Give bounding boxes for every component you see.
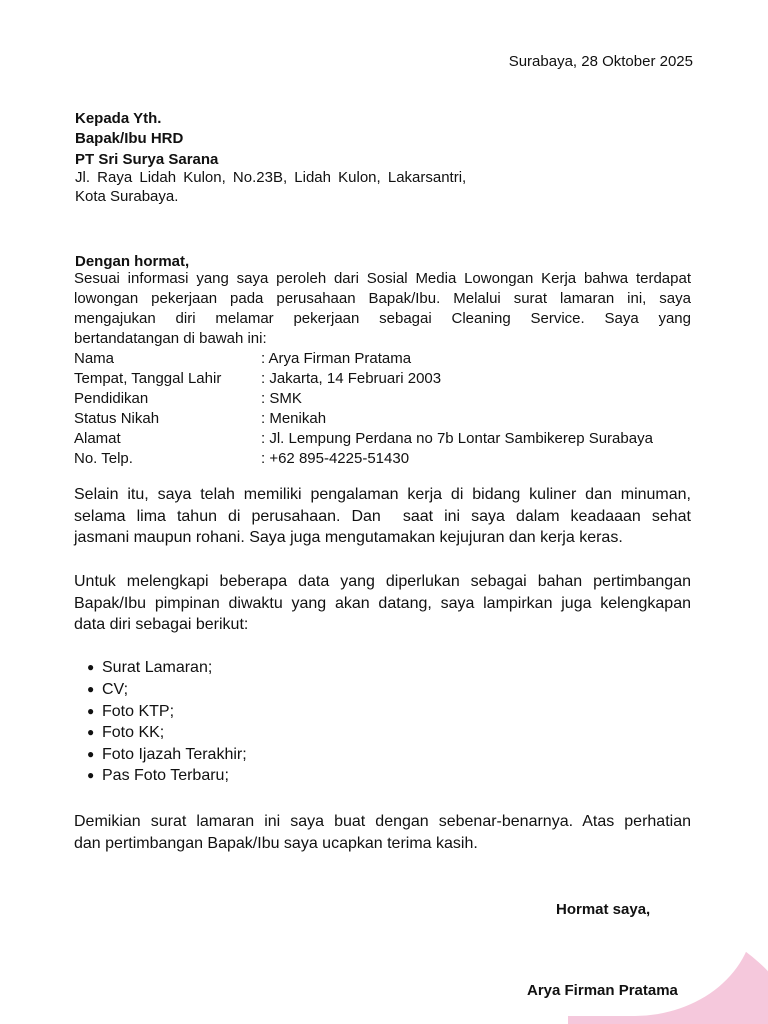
bullet-icon: ● xyxy=(87,725,95,739)
detail-label: Tempat, Tanggal Lahir xyxy=(74,370,222,387)
paragraph-line: data diri sebagai berikut: xyxy=(74,616,249,634)
experience-paragraph xyxy=(74,484,691,549)
list-item: ● Surat Lamaran; xyxy=(87,659,213,676)
detail-value: : +62 895-4225-51430 xyxy=(261,450,410,467)
intro-line: lowongan pekerjaan pada perusahaan Bapak/Ibu. Melalui surat lamaran ini, saya xyxy=(74,290,691,307)
detail-label: Alamat xyxy=(74,430,121,447)
list-item: ● Foto KTP; xyxy=(87,703,175,720)
detail-label: Status Nikah xyxy=(74,410,160,427)
detail-value: : SMK xyxy=(261,390,302,407)
detail-value: : Arya Firman Pratama xyxy=(261,350,412,367)
paragraph-line: Demikian surat lamaran ini saya buat dengan sebenar-benarnya. Atas perhatian xyxy=(74,813,691,830)
paragraph-line: jasmani maupun rohani. Saya juga mengutamakan kejujuran dan kerja keras. xyxy=(74,529,623,547)
signoff: Hormat saya, xyxy=(556,901,651,918)
intro-line: Sesuai informasi yang saya peroleh dari Sosial Media Lowongan Kerja bahwa terdapat xyxy=(74,270,691,287)
paragraph-line: selama lima tahun di perusahaan. Dan saat ini saya dalam keadaaan sehat xyxy=(74,507,691,525)
recipient-company: PT Sri Surya Sarana xyxy=(75,151,219,168)
intro-paragraph xyxy=(74,269,691,349)
closing-paragraph xyxy=(74,811,691,854)
recipient-address-2: Kota Surabaya. xyxy=(75,188,179,205)
signature-name: Arya Firman Pratama xyxy=(527,982,678,999)
bullet-icon: ● xyxy=(87,682,95,696)
paragraph-line: Bapak/Ibu pimpinan diwaktu yang akan datang, saya lampirkan juga kelengkapan xyxy=(74,594,691,612)
attachments-intro-paragraph xyxy=(74,571,691,636)
detail-label: Nama xyxy=(74,350,115,367)
list-item: ● Foto Ijazah Terakhir; xyxy=(87,746,247,763)
detail-label: Pendidikan xyxy=(74,390,149,407)
bullet-icon: ● xyxy=(87,768,95,782)
intro-line: bertandatangan di bawah ini: xyxy=(74,330,267,347)
bullet-icon: ● xyxy=(87,704,95,718)
recipient-line-2: Bapak/Ibu HRD xyxy=(75,130,184,147)
list-item: ● Pas Foto Terbaru; xyxy=(87,767,229,784)
bullet-icon: ● xyxy=(87,660,95,674)
recipient-line-1: Kepada Yth. xyxy=(75,110,162,127)
detail-label: No. Telp. xyxy=(74,450,133,467)
salutation: Dengan hormat, xyxy=(75,253,190,270)
decorative-corner-bottom-right xyxy=(568,904,768,1024)
list-item: ● Foto KK; xyxy=(87,724,165,741)
detail-value: : Menikah xyxy=(261,410,327,427)
detail-value: : Jl. Lempung Perdana no 7b Lontar Sambikerep Surabaya xyxy=(261,430,653,447)
paragraph-line: Untuk melengkapi beberapa data yang diperlukan sebagai bahan pertimbangan xyxy=(74,573,691,590)
intro-line: mengajukan diri melamar pekerjaan sebagai Cleaning Service. Saya yang xyxy=(74,310,691,327)
list-item: ● CV; xyxy=(87,681,129,698)
paragraph-line: Selain itu, saya telah memiliki pengalaman kerja di bidang kuliner dan minuman, xyxy=(74,486,691,503)
detail-value: : Jakarta, 14 Februari 2003 xyxy=(261,370,442,387)
letter-date: Surabaya, 28 Oktober 2025 xyxy=(508,53,693,70)
recipient-address-1: Jl. Raya Lidah Kulon, No.23B, Lidah Kulon, Lakarsantri, xyxy=(75,169,467,186)
bullet-icon: ● xyxy=(87,747,95,761)
paragraph-line: dan pertimbangan Bapak/Ibu saya ucapkan terima kasih. xyxy=(74,834,478,852)
decorative-corner-top-left xyxy=(0,0,160,80)
